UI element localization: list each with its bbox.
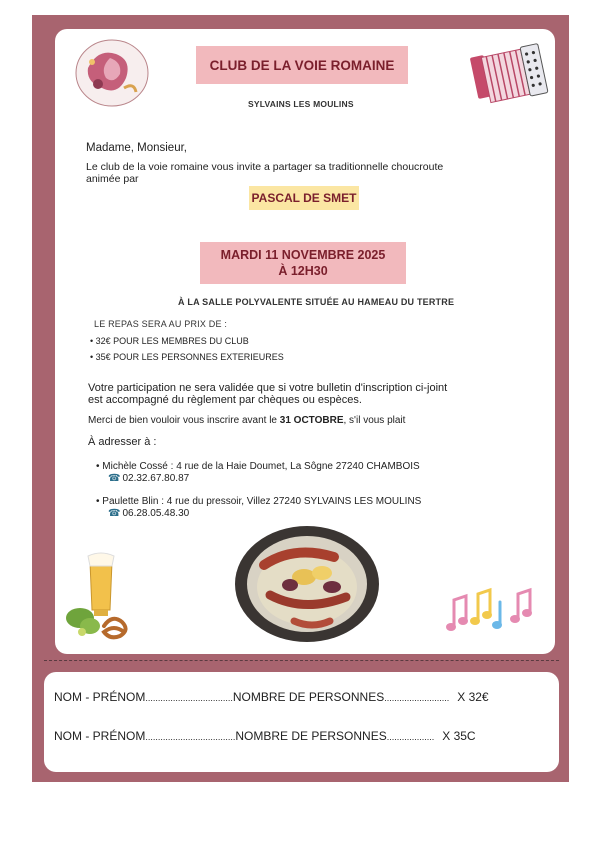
form-row-2-name-label: NOM - PRÉNOM (54, 729, 146, 743)
date-banner (200, 242, 406, 284)
form-row-1-name-field[interactable]: ................................... (145, 693, 233, 703)
phone-icon: ☎ (108, 508, 121, 519)
page-subtitle: SYLVAINS LES MOULINS (248, 99, 354, 109)
contact-2: • Paulette Blin : 4 rue du pressoir, Villez 27240 SYLVAINS LES MOULINS (96, 496, 422, 507)
artist-highlight (249, 186, 359, 210)
contact-1: • Michèle Cossé : 4 rue de la Haie Doumet, La Sôgne 27240 CHAMBOIS (96, 461, 420, 472)
phone-icon: ☎ (108, 473, 121, 484)
send-to: À adresser à : (88, 436, 157, 448)
form-row-1-name-label: NOM - PRÉNOM (54, 690, 146, 704)
price-external-text: 35€ POUR LES PERSONNES EXTERIEURES (95, 352, 284, 362)
form-row-1[interactable] (54, 690, 489, 704)
form-row-2-name-field[interactable]: .................................... (145, 732, 236, 742)
registration-slip (44, 672, 559, 772)
event-date: MARDI 11 NOVEMBRE 2025 (220, 248, 386, 262)
contact-1-line: Michèle Cossé : 4 rue de la Haie Doumet, La Sôgne 27240 CHAMBOIS (102, 461, 420, 472)
greeting: Madame, Monsieur, (86, 142, 187, 154)
contact-2-phone (108, 507, 189, 520)
form-row-2[interactable] (54, 729, 476, 743)
club-logo-icon (74, 38, 150, 108)
deadline-after: , s'il vous plait (343, 415, 406, 426)
music-notes-icon (444, 586, 540, 638)
deadline (88, 414, 405, 427)
price-heading: LE REPAS SERA AU PRIX DE : (94, 319, 228, 329)
form-row-2-persons-field[interactable]: ................... (386, 732, 435, 742)
page-title: CLUB DE LA VOIE ROMAINE (209, 57, 395, 73)
deadline-date: 31 OCTOBRE (279, 415, 344, 426)
intro-line-1: Le club de la voie romaine vous invite a partager sa traditionnelle choucroute (86, 161, 444, 173)
form-row-1-persons-label: NOMBRE DE PERSONNES (232, 690, 385, 704)
validation-line-1: Votre participation ne sera validée que si votre bulletin d'inscription ci-joint (88, 382, 448, 394)
artist-name: PASCAL DE SMET (251, 191, 357, 205)
intro-line-2: animée par (86, 173, 139, 185)
price-external: • 35€ POUR LES PERSONNES EXTERIEURES (90, 352, 284, 362)
price-members-text: 32€ POUR LES MEMBRES DU CLUB (95, 336, 249, 346)
form-row-1-price: X 32€ (457, 690, 489, 704)
contact-2-phone-number: 06.28.05.48.30 (122, 508, 190, 519)
venue: À LA SALLE POLYVALENTE SITUÉE AU HAMEAU DU TERTRE (178, 297, 455, 307)
event-time: À 12H30 (278, 264, 328, 278)
accordion-icon (470, 42, 552, 114)
form-row-1-persons-field[interactable]: .......................... (384, 693, 450, 703)
validation-line-2: est accompagné du règlement par chèques ou espèces. (88, 394, 362, 406)
contact-1-phone (108, 472, 189, 485)
contact-2-line: Paulette Blin : 4 rue du pressoir, Villez 27240 SYLVAINS LES MOULINS (102, 496, 422, 507)
deadline-before: Merci de bien vouloir vous inscrire avant le (88, 415, 280, 426)
form-row-2-price: X 35C (442, 729, 476, 743)
contact-1-phone-number: 02.32.67.80.87 (122, 473, 190, 484)
title-banner (196, 46, 408, 84)
form-row-2-persons-label: NOMBRE DE PERSONNES (235, 729, 387, 743)
cut-line (44, 660, 559, 661)
beer-pretzel-icon (60, 552, 140, 644)
sauerkraut-dish-icon (234, 525, 380, 643)
price-members: • 32€ POUR LES MEMBRES DU CLUB (90, 336, 249, 346)
